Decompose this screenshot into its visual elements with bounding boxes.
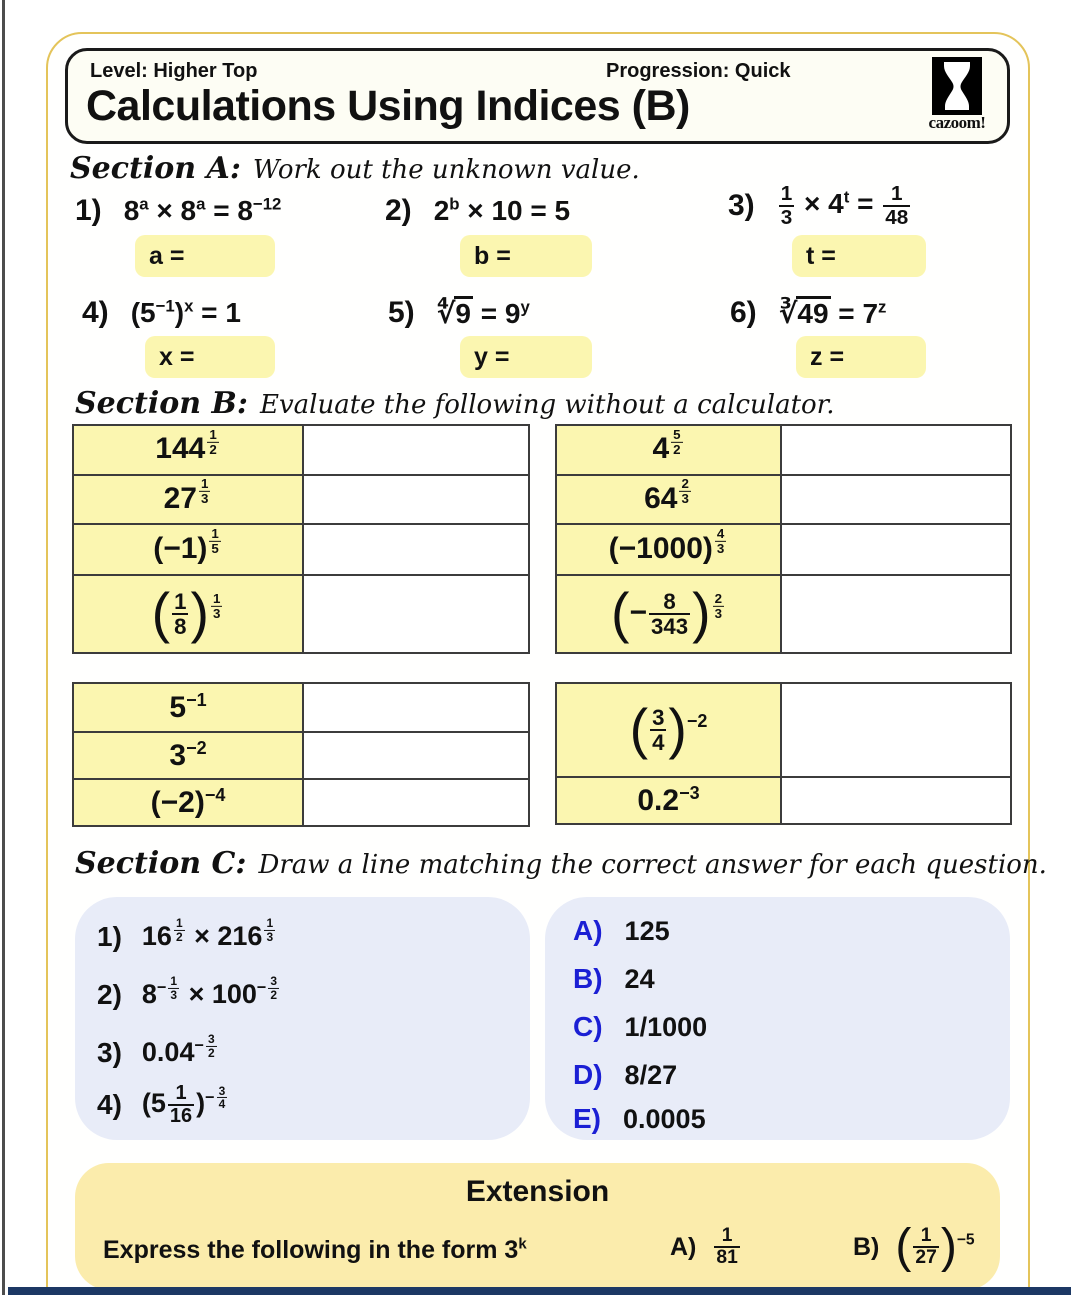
question-cell: 27 $\frac{1}{3}$ [74,474,304,523]
problem-2-expression: 2b × 10 = 5 [433,194,571,226]
problem-1 [75,188,281,234]
extension-item-b [853,1211,975,1283]
question-cell: ( $\frac{3}{4}$ )−2 [557,684,782,776]
section-b-heading [75,386,835,421]
problem-6-expression: ∛49 = 7z [778,297,887,329]
answer-label-a: a = [149,241,185,270]
level-label: Level: Higher Top [90,60,258,82]
answer-label-y: y = [474,342,510,371]
extension-box [75,1163,1000,1290]
extension-item-b-label: B) [853,1232,880,1261]
section-b-table-2-left [72,682,530,827]
match-answer-c-letter: C) [573,1011,603,1042]
question-cell: ( $\frac{1}{8}$ ) $\frac{1}{3}$ [74,574,304,652]
match-answer-e-letter: E) [573,1103,601,1134]
match-question-1-expression: 16 $\frac{1}{2}$ × 216 $\frac{1}{3}$ [141,916,274,951]
question-cell: 3−2 [74,731,304,778]
section-c-heading [75,846,1047,881]
problem-4 [82,290,241,336]
section-c-questions-panel [75,897,530,1140]
answer-cell[interactable] [304,474,528,523]
answer-cell[interactable] [304,574,528,652]
section-a-instruction: Work out the unknown value. [252,155,640,185]
match-question-4-number: 4) [97,1089,122,1120]
question-cell: 64 $\frac{2}{3}$ [557,474,782,523]
question-cell: (− $\frac{8}{343}$ ) $\frac{2}{3}$ [557,574,782,652]
match-question-2-expression: 8− $\frac{1}{3}$ × 100− $\frac{3}{2}$ [141,974,278,1009]
extension-prompt [103,1218,527,1282]
match-answer-b-value: 24 [624,963,655,994]
answer-cell[interactable] [782,426,1010,474]
extension-prompt-text: Express the following in the form 3k [103,1235,527,1264]
section-c-instruction: Draw a line matching the correct answer for each question. [258,850,1047,880]
extension-item-a-expression: $\frac{1}{81}$ [716,1224,738,1268]
problem-1-number: 1) [75,194,102,227]
match-answer-d[interactable] [573,1055,677,1095]
answer-cell[interactable] [304,523,528,574]
progression-label: Progression: Quick [606,60,791,82]
match-question-2[interactable] [97,973,281,1017]
extension-item-a-label: A) [670,1232,697,1261]
problem-2 [385,188,570,234]
match-question-4[interactable] [97,1083,229,1127]
problem-4-number: 4) [82,296,109,329]
problem-6-number: 6) [730,296,757,329]
problem-5-number: 5) [388,296,415,329]
section-b-table-1-left [72,424,530,654]
match-answer-d-value: 8/27 [624,1059,678,1090]
match-answer-b[interactable] [573,959,655,999]
question-cell: (−2)−4 [74,778,304,825]
answer-box-b[interactable] [460,235,592,277]
problem-5 [388,290,530,336]
viewer-left-edge [2,0,5,1295]
section-b-table-2-right [555,682,1012,825]
answer-cell[interactable] [782,776,1010,823]
answer-cell[interactable] [782,474,1010,523]
answer-cell[interactable] [782,684,1010,776]
match-question-3[interactable] [97,1031,219,1075]
extension-item-a [670,1211,742,1283]
worksheet-header [65,48,1010,144]
match-question-4-expression: (5 $\frac{1}{16}$ )− $\frac{3}{4}$ [141,1082,226,1127]
problem-2-number: 2) [385,194,412,227]
answer-cell[interactable] [304,778,528,825]
match-answer-c-value: 1/1000 [624,1011,708,1042]
match-answer-c[interactable] [573,1007,707,1047]
answer-cell[interactable] [304,426,528,474]
section-c-name: Section C: [75,846,247,881]
answer-cell[interactable] [304,684,528,731]
answer-cell[interactable] [304,731,528,778]
match-answer-a-value: 125 [624,915,670,946]
match-answer-a-letter: A) [573,915,603,946]
match-question-3-expression: 0.04− $\frac{3}{2}$ [141,1032,215,1067]
match-answer-d-letter: D) [573,1059,603,1090]
section-b-name: Section B: [75,386,248,421]
problem-3-number: 3) [728,189,755,222]
problem-5-expression: ∜9 = 9y [436,297,530,329]
section-a-name: Section A: [70,151,241,186]
problem-3 [728,183,912,229]
answer-label-x: x = [159,342,195,371]
question-cell: 5−1 [74,684,304,731]
answer-label-t: t = [806,241,836,270]
question-cell: 0.2−3 [557,776,782,823]
page-title: Calculations Using Indices (B) [86,82,690,130]
answer-label-b: b = [474,241,511,270]
match-answer-e[interactable] [573,1099,706,1139]
cazoom-logo [917,57,997,133]
match-question-1[interactable] [97,915,277,959]
answer-box-x[interactable] [145,336,275,378]
page-bottom-bar [8,1287,1071,1295]
goblet-icon [932,57,982,115]
extension-item-b-expression: ( $\frac{1}{27}$ )−5 [895,1219,975,1274]
problem-6 [730,290,886,336]
answer-label-z: z = [810,342,845,371]
section-c-answers-panel [545,897,1010,1140]
answer-box-y[interactable] [460,336,592,378]
question-cell: 4 $\frac{5}{2}$ [557,426,782,474]
question-cell: (−1000) $\frac{4}{3}$ [557,523,782,574]
extension-title: Extension [465,1175,610,1208]
problem-1-expression: 8a × 8a = 8−12 [123,194,282,226]
problem-4-expression: (5−1)x = 1 [130,296,241,328]
match-question-3-number: 3) [97,1037,122,1068]
problem-3-expression: $\frac{1}{3}$ × 4t = $\frac{1}{48}$ [780,182,909,229]
match-answer-a[interactable] [573,911,670,951]
answer-cell[interactable] [782,574,1010,652]
section-a-heading [70,151,640,186]
match-answer-b-letter: B) [573,963,603,994]
logo-caption: cazoom! [928,113,986,132]
question-cell: 144 $\frac{1}{2}$ [74,426,304,474]
question-cell: (−1) $\frac{1}{5}$ [74,523,304,574]
answer-cell[interactable] [782,523,1010,574]
section-b-table-1-right [555,424,1012,654]
match-question-2-number: 2) [97,979,122,1010]
match-answer-e-value: 0.0005 [623,1103,706,1134]
match-question-1-number: 1) [97,921,122,952]
answer-box-t[interactable] [792,235,926,277]
answer-box-z[interactable] [796,336,926,378]
section-b-instruction: Evaluate the following without a calculator. [259,390,835,420]
answer-box-a[interactable] [135,235,275,277]
